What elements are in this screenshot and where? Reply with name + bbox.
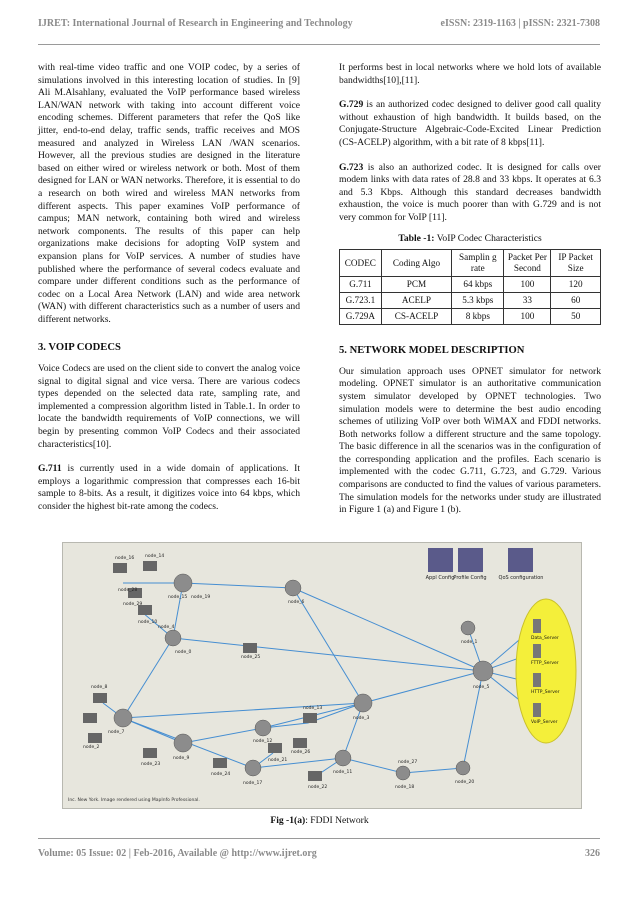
node-label: node_11 [333, 770, 353, 775]
running-header [38, 8, 600, 38]
node-label: node_7 [108, 730, 125, 735]
header-rule [38, 44, 600, 45]
table-cell: G.723.1 [340, 293, 382, 309]
node-label: node_20 [455, 780, 475, 785]
paragraph: with real-time video traffic and one VOIP codec, by a series of simulations involved in this interesting location of studies. In [9] Ali M.Alsahlany, evaluated the VoIP performance based wireless LAN/WAN network with taking into account different voice encoding schemes. Different parameters that refer the QoS like jitter, end-to-end delay, traffic sends, traffic receives and MOS measured and analyzed in Wireless LAN /WAN scenarios. However, all the previous studies are designed in the literature based on either wired or wireless network or both. Most of them designed for LAN or WAN networks. Therefore, it is essential to do a research on both wired and wireless MAN networks from different aspects. This paper examines VoIP performance of campus; MAN network, containing both wired and wireless network components. The results of this paper can help organizations make decisions for adopting VoIP system and expansion plans for VoIP services. A number of studies have published where the performance of several codecs evaluate and compare under different conditions such as the performance of codec on a Local Area Network (LAN) and wide area network (WAN) with different characteristics such as a number of users and different networks. [38, 62, 300, 325]
table-cell: ACELP [381, 293, 451, 309]
table-cell: 5.3 kbps [452, 293, 504, 309]
table-cell: 60 [551, 293, 601, 309]
table-header: Packet Per Second [504, 250, 551, 277]
figure-caption: Fig -1(a): FDDI Network [270, 815, 369, 826]
node-label: node_16 [115, 556, 135, 561]
table-caption: Table -1: VoIP Codec Characteristics [398, 232, 542, 244]
table-row [340, 309, 601, 325]
paragraph: Voice Codecs are used on the client side to convert the analog voice signal to digital signal and vice versa. There are various codecs types depended on the selected data rate, sampling rate, and implemented a compression algorithm listed in Table.1. In order to locate the bandwidth requirements of VoIP connections, we will begin by presenting common VoIP Codecs and their associated characteristics[10]. [38, 363, 300, 450]
node-label: node_14 [145, 554, 165, 559]
node-label: node_2 [83, 745, 100, 750]
node-label: node_8 [91, 685, 108, 690]
node-label: node_4 [158, 625, 175, 630]
table-cell: CS-ACELP [381, 309, 451, 325]
paragraph: G.723 is also an authorized codec. It is designed for calls over modem links with data rates of 28.8 and 33 kbps. It operates at 6.3 and 5.3 Kbps. Although this standard decreases bandwidth exhaustion, the voice is much poorer than with G.729 and is not very common for VoIP [11]. [339, 161, 601, 223]
issn: eISSN: 2319-1163 | pISSN: 2321-7308 [440, 17, 600, 29]
qos-config-label: QoS configuration [498, 575, 544, 581]
profile-config-label: Profile Config [453, 575, 487, 581]
table-row [340, 277, 601, 293]
codec-table [339, 249, 601, 325]
node-label: node_12 [253, 739, 273, 744]
left-column [38, 62, 300, 526]
footer-rule [38, 838, 600, 839]
journal-link[interactable]: http://www.ijret.org [231, 848, 317, 859]
node-label: node_6 [288, 600, 305, 605]
table-cell: 120 [551, 277, 601, 293]
node-label: node_3 [353, 716, 370, 721]
node-label: node_15 [168, 595, 188, 600]
table-cell: PCM [381, 277, 451, 293]
node-label: node_22 [308, 785, 328, 790]
journal-name: IJRET: International Journal of Research in Engineering and Technology [38, 17, 353, 29]
table-header: Samplin g rate [452, 250, 504, 277]
node-label: node_0 [175, 650, 192, 655]
node-label: node_9 [173, 756, 190, 761]
node-label: node_18 [395, 785, 415, 790]
network-diagram [63, 543, 581, 808]
node-label: node_5 [473, 685, 490, 690]
table-header: CODEC [340, 250, 382, 277]
appl-config-label: Appl Config [425, 575, 455, 581]
table-header: Coding Algo [381, 250, 451, 277]
table-cell: 33 [504, 293, 551, 309]
node-label: node_29 [123, 602, 143, 607]
map-copyright: Inc. New York. Image rendered using MapInfo Professional. [68, 798, 200, 803]
table-cell: 64 kbps [452, 277, 504, 293]
node-label: node_1 [461, 640, 478, 645]
fddi-network-figure [62, 542, 582, 809]
table-cell: 100 [504, 309, 551, 325]
footer-info: Volume: 05 Issue: 02 | Feb-2016, Available @ http://www.ijret.org [38, 848, 317, 859]
right-column [339, 62, 601, 529]
paragraph: G.711 is currently used in a wide domain of applications. It employs a logarithmic compression that compresses each 16-bit sample to 8-bits. As a result, it digitizes voice into 64 kbps, which consider the highest bit-rate among the codecs. [38, 463, 300, 512]
node-label: node_10 [138, 620, 158, 625]
node-label: node_23 [141, 762, 161, 767]
page-number: 326 [585, 848, 600, 859]
paragraph: Our simulation approach uses OPNET simulator for network modeling. OPNET simulator is an authoritative communication system simulator developed by OPNET technologies. Two simulation models were to determine the best audio encoding schemes of utilizing VoIP over both WiMAX and FDDI networks. Both networks follow a different structure and the same topology. The basic difference in all the scenarios was in the configuration of the corresponding application and the profiles. Each scenario is implemented with the codec G.711, G.723, and G.729. Various comparisons are conducted to find the values of various parameters. The simulation models for the networks under study are illustrated in Figure 1 (a) and Figure 1 (b). [339, 365, 601, 516]
codec-name: G.729 [339, 99, 364, 111]
node-label: node_27 [398, 760, 418, 765]
table-cell: G.729A [340, 309, 382, 325]
running-footer [38, 848, 600, 859]
server-label: HTTP_Server [531, 690, 560, 695]
codec-name: G.723 [339, 161, 364, 173]
section-heading: 5. NETWORK MODEL DESCRIPTION [339, 345, 525, 357]
table-cell: 8 kbps [452, 309, 504, 325]
server-label: FTTP_Server [531, 661, 559, 666]
table-header-row [340, 250, 601, 277]
paragraph: It performs best in local networks where we hold lots of available bandwidths[10],[11]. [339, 62, 601, 86]
node-label: node_25 [241, 655, 261, 660]
node-label: node_19 [191, 595, 211, 600]
node-label: node_28 [118, 588, 138, 593]
node-label: node_24 [211, 772, 231, 777]
server-label: VoIP_Server [531, 720, 558, 725]
codec-name: G.711 [38, 463, 62, 475]
node-label: node_21 [268, 758, 288, 763]
server-label: Data_Server [531, 636, 559, 641]
table-cell: 50 [551, 309, 601, 325]
section-heading: 3. VOIP CODECS [38, 342, 121, 354]
table-header: IP Packet Size [551, 250, 601, 277]
table-row [340, 293, 601, 309]
node-label: node_13 [303, 706, 323, 711]
table-cell: 100 [504, 277, 551, 293]
table-cell: G.711 [340, 277, 382, 293]
paragraph: G.729 is an authorized codec designed to deliver good call quality without exhaustion of high bandwidth. It builds based, on the Conjugate-Structure Algebraic-Code-Excited Linear Prediction (CS-ACELP) algorithm, with a bit rate of 8 kbps[11]. [339, 99, 601, 148]
node-label: node_17 [243, 781, 263, 786]
node-label: node_26 [291, 750, 311, 755]
